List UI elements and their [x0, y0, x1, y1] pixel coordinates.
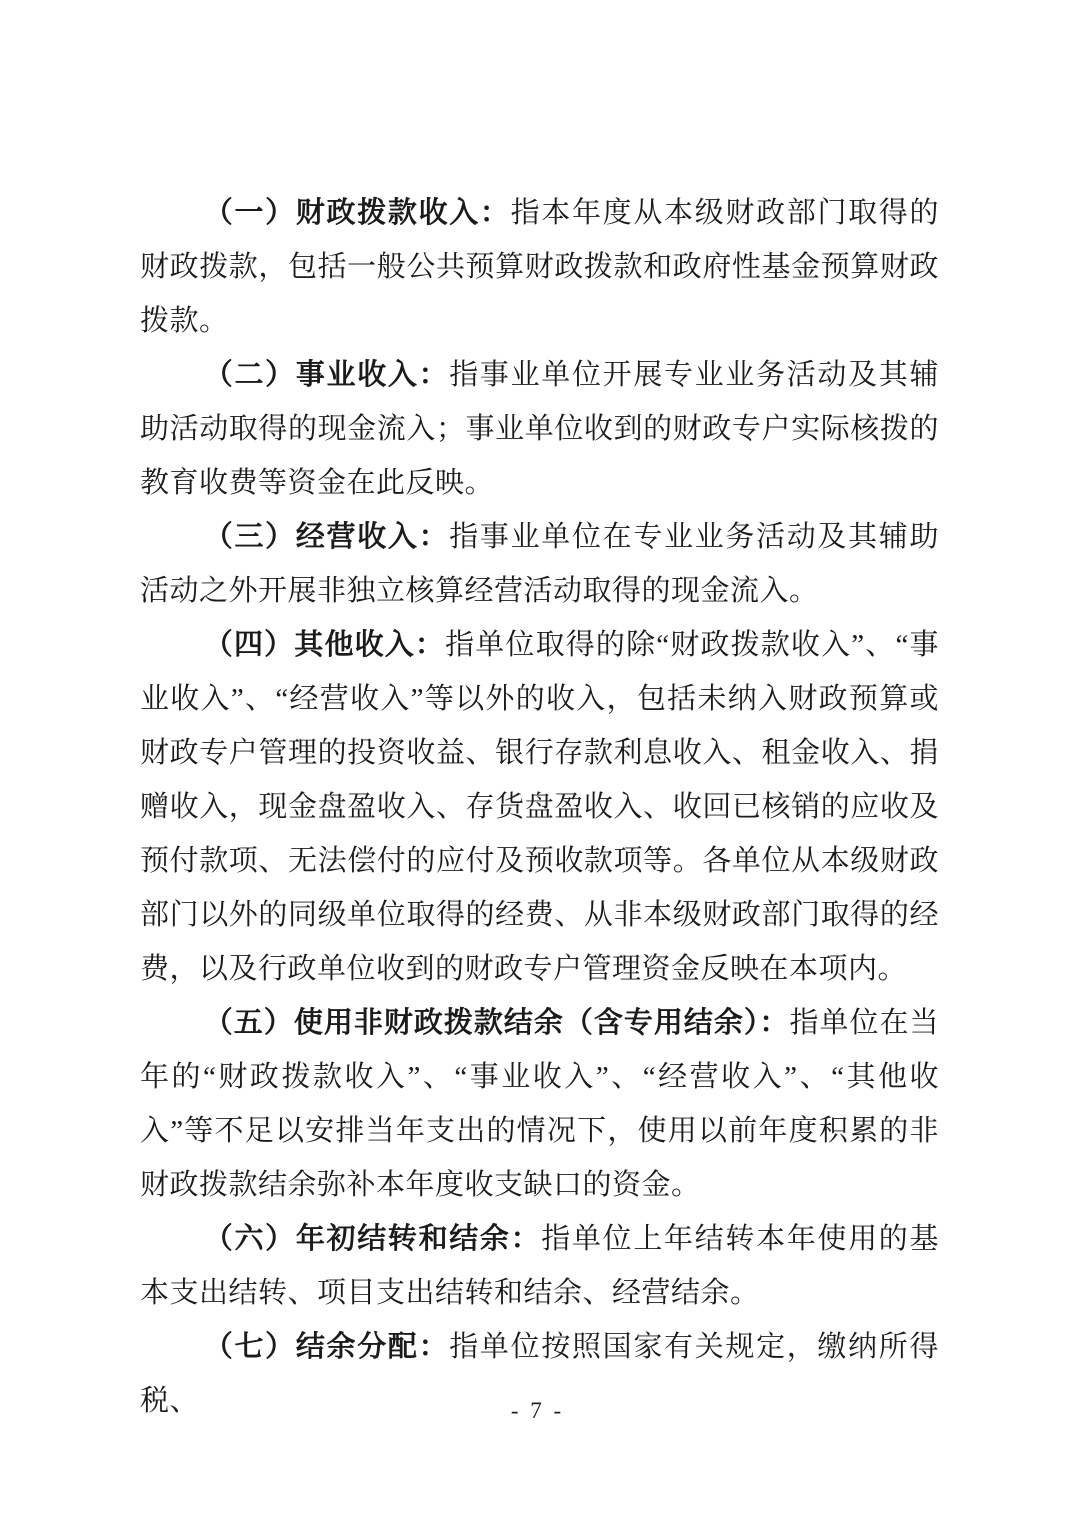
- paragraph-1-text: 指本年度从本级财政部门取得的财政拨款，包括一般公共预算财政拨款和政府性基金预算财政拨款。: [140, 197, 939, 337]
- paragraph-4-lead: （四）其他收入：: [203, 629, 446, 661]
- paragraph-4-text: 指单位取得的除“财政拨款收入”、“事业收入”、“经营收入”等以外的收入，包括未纳入财政预算或财政专户管理的投资收益、银行存款利息收入、租金收入、捐赠收入，现金盘盈收入、存货盘盈收入、收回已核销的应收及预付款项、无法偿付的应付及预收款项等。各单位从本级财政部门以外的同级单位取得的经费、从非本级财政部门取得的经费，以及行政单位收到的财政专户管理资金反映在本项内。: [140, 629, 939, 985]
- paragraph-3-text: 指事业单位在专业业务活动及其辅助活动之外开展非独立核算经营活动取得的现金流入。: [140, 521, 939, 607]
- paragraph-3-lead: （三）经营收入：: [203, 521, 450, 553]
- paragraph-1-lead: （一）财政拨款收入：: [203, 197, 511, 229]
- paragraph-2-lead: （二）事业收入：: [203, 359, 450, 391]
- paragraph-7-text: 指单位按照国家有关规定，缴纳所得税、: [140, 1331, 939, 1417]
- document-body: [140, 186, 939, 1428]
- paragraph-1: [140, 186, 939, 348]
- paragraph-6-text: 指单位上年结转本年使用的基本支出结转、项目支出结转和结余、经营结余。: [140, 1223, 939, 1309]
- paragraph-5-text: 指单位在当年的“财政拨款收入”、“事业收入”、“经营收入”、“其他收入”等不足以安排当年支出的情况下，使用以前年度积累的非财政拨款结余弥补本年度收支缺口的资金。: [140, 1007, 939, 1201]
- paragraph-3: [140, 510, 939, 618]
- page-number: - 7 -: [510, 1398, 565, 1423]
- paragraph-4: [140, 618, 939, 996]
- paragraph-6: [140, 1212, 939, 1320]
- paragraph-5: [140, 996, 939, 1212]
- paragraph-2: [140, 348, 939, 510]
- paragraph-2-text: 指事业单位开展专业业务活动及其辅助活动取得的现金流入；事业单位收到的财政专户实际核拨的教育收费等资金在此反映。: [140, 359, 939, 499]
- paragraph-6-lead: （六）年初结转和结余：: [203, 1223, 542, 1255]
- paragraph-7-lead: （七）结余分配：: [203, 1331, 450, 1363]
- paragraph-5-lead: （五）使用非财政拨款结余（含专用结余）：: [203, 1007, 790, 1039]
